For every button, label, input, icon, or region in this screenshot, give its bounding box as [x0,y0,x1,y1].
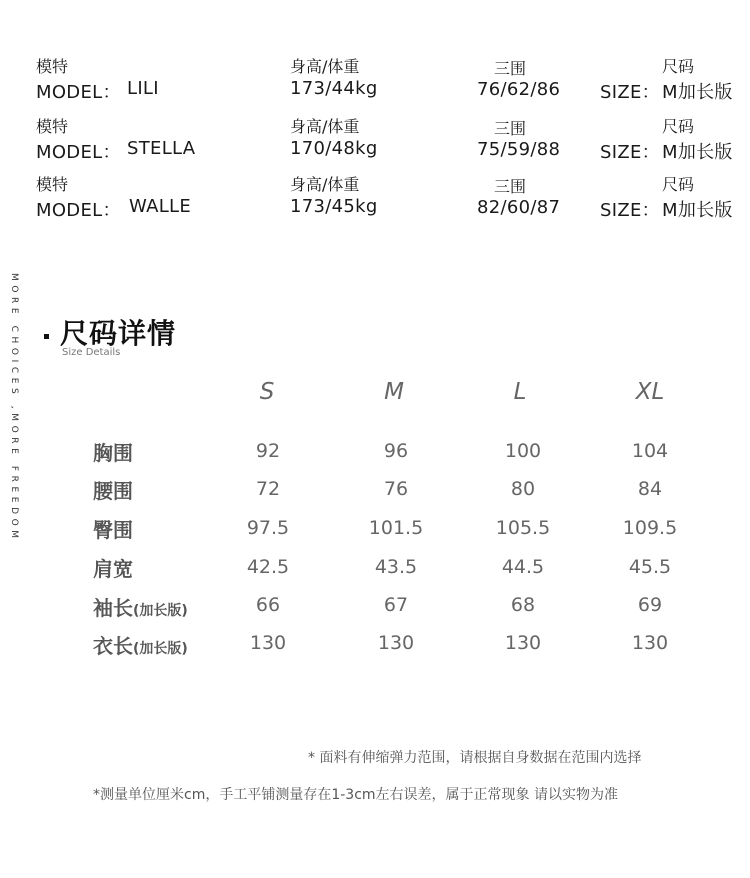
table-cell: 43.5 [374,556,418,578]
table-cell: 130 [377,632,415,654]
table-cell: 76 [383,478,409,500]
row-label-text: 袖长 [93,596,133,620]
row-label-suffix: (加长版) [133,603,188,619]
measure-value: 75/59/88 [477,139,561,160]
measure-value: 82/60/87 [477,197,561,218]
table-cell: 130 [249,632,287,654]
model-label-cn: 模特 [36,117,69,136]
size-header-xl: XL [635,379,665,405]
table-cell: 44.5 [501,556,545,578]
table-cell: 80 [510,478,536,500]
side-vertical-text: MORE CHOICES ,MORE FREEDOM [9,273,19,543]
table-cell: 92 [255,440,281,462]
row-label-chest [93,437,133,466]
section-bullet [44,334,49,339]
row-label-suffix: (加长版) [133,641,188,657]
table-cell: 96 [383,440,409,462]
row-label-shoulder [93,553,133,582]
note-stretch: * 面料有伸缩弹力范围，请根据自身数据在范围内选择 [308,750,642,766]
model-label-cn: 模特 [36,57,69,76]
table-cell: 100 [504,440,542,462]
size-header-m: M [384,379,404,405]
measure-label: 三围 [494,177,527,196]
table-cell: 105.5 [495,517,551,539]
row-label-text: 衣长 [93,634,133,658]
model-name: WALLE [129,196,192,217]
model-name: STELLA [127,138,196,159]
section-subtitle: Size Details [62,347,121,358]
row-label-text: 腰围 [93,479,133,503]
row-label-waist [93,475,133,504]
height-weight-label: 身高/体重 [290,57,360,76]
model-label-en: MODEL： [36,200,121,221]
size-label-cn: 尺码 [662,117,695,136]
table-cell: 104 [631,440,669,462]
size-header-l: L [513,379,527,405]
size-value: M加长版 [662,82,733,103]
height-weight-value: 173/45kg [290,196,378,217]
table-cell: 97.5 [246,517,290,539]
table-cell: 42.5 [246,556,290,578]
table-cell: 45.5 [628,556,672,578]
table-cell: 130 [504,632,542,654]
size-header-s: S [259,379,275,405]
measure-label: 三围 [494,119,527,138]
table-cell: 130 [631,632,669,654]
size-label-cn: 尺码 [662,57,695,76]
size-label-en: SIZE： [600,142,660,163]
size-label-en: SIZE： [600,200,660,221]
model-label-en: MODEL： [36,82,121,103]
table-cell: 66 [255,594,281,616]
size-value: M加长版 [662,200,733,221]
table-cell: 67 [383,594,409,616]
note-measurement: *测量单位厘米cm，手工平铺测量存在1-3cm左右误差，属于正常现象 请以实物为准 [93,787,618,803]
row-label-sleeve [93,592,188,621]
height-weight-label: 身高/体重 [290,117,360,136]
model-row [0,112,750,168]
height-weight-value: 173/44kg [290,78,378,99]
table-cell: 109.5 [622,517,678,539]
row-label-text: 胸围 [93,441,133,465]
model-row [0,170,750,226]
height-weight-label: 身高/体重 [290,175,360,194]
measure-value: 76/62/86 [477,79,561,100]
section-title: 尺码详情 [60,317,177,350]
measure-label: 三围 [494,59,527,78]
row-label-text: 臀围 [93,518,133,542]
table-cell: 69 [637,594,663,616]
model-label-en: MODEL： [36,142,121,163]
size-label-en: SIZE： [600,82,660,103]
size-value: M加长版 [662,142,733,163]
model-label-cn: 模特 [36,175,69,194]
height-weight-value: 170/48kg [290,138,378,159]
table-cell: 84 [637,478,663,500]
row-label-hip [93,514,133,543]
table-cell: 101.5 [368,517,424,539]
model-name: LILI [127,78,159,99]
row-label-text: 肩宽 [93,557,133,581]
model-row [0,52,750,108]
row-label-length [93,630,188,659]
table-cell: 68 [510,594,536,616]
size-label-cn: 尺码 [662,175,695,194]
table-cell: 72 [255,478,281,500]
